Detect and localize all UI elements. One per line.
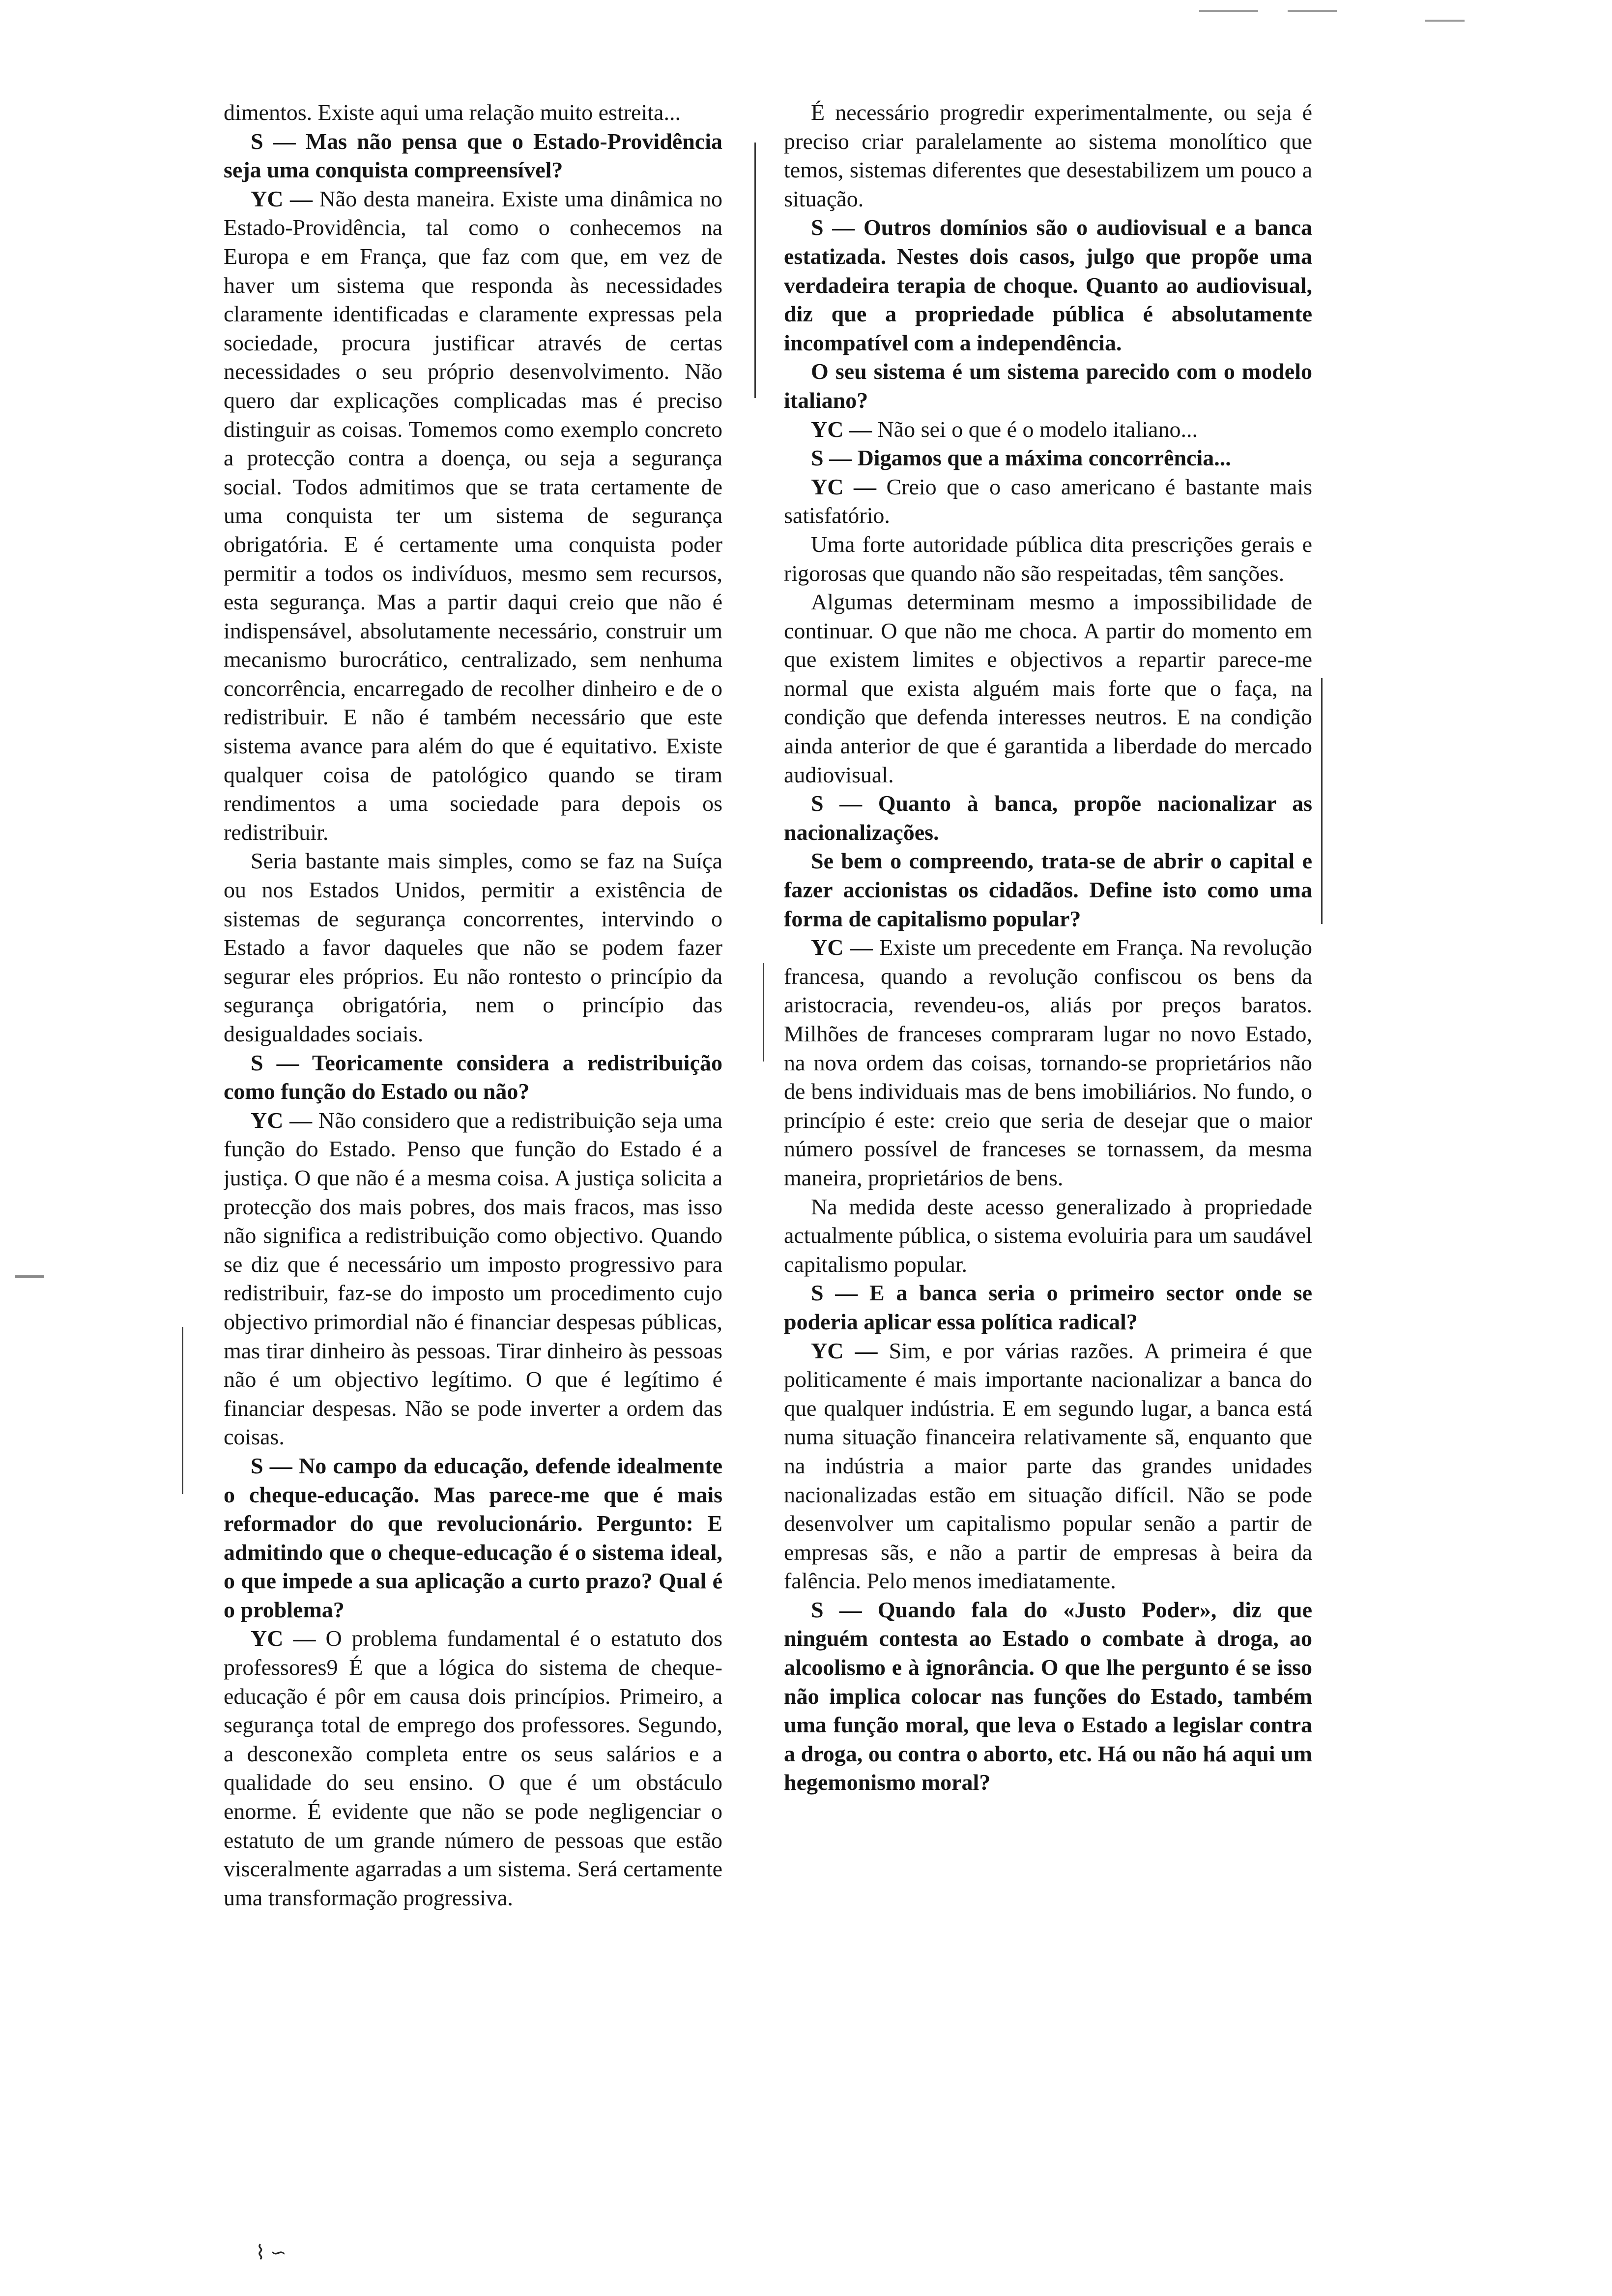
paragraph-text: Algumas determinam mesmo a impossibilidade de continuar. O que não me choca. A partir do momento em que existem limites e objectivos a repartir parece-me normal que exista alguém mais forte que o faça, na condição que defenda interesses neutros. E na condição ainda anterior de que é garantida a liberdade do mercado audiovisual.	[784, 589, 1312, 787]
question-paragraph	[784, 1279, 1312, 1336]
speaker-label: YC —	[251, 186, 313, 211]
speaker-label: YC —	[251, 1107, 313, 1133]
paragraph	[224, 847, 722, 1048]
question-paragraph	[784, 789, 1312, 847]
paragraph-text: Uma forte autoridade pública dita prescrições gerais e rigorosas que quando não são respeitadas, têm sanções.	[784, 531, 1312, 586]
answer-paragraph	[784, 1337, 1312, 1596]
answer-paragraph	[224, 1106, 722, 1452]
question-paragraph	[784, 1596, 1312, 1797]
paragraph-text: Existe um precedente em França. Na revolução francesa, quando a revolução confiscou os bens da aristocracia, revendeu-os, aliás por preços baratos. Milhões de franceses compraram lugar no novo Estado, na nova ordem das coisas, tornando-se proprietários não de bens individuais mas de bens imobiliários. No fundo, o princípio é este: creio que seria de desejar que o maior número possível de franceses se tornassem, da mesma maneira, proprietários de bens.	[784, 935, 1312, 1190]
question-paragraph	[784, 213, 1312, 357]
paragraph-text: S — No campo da educação, defende idealmente o cheque-educação. Mas parece-me que é mais reformador do que revolucionário. Pergunto: E admitindo que o cheque-educação é o sistema ideal, o que impede a sua aplicação a curto prazo? Qual é o problema?	[224, 1453, 722, 1622]
question-paragraph	[784, 357, 1312, 415]
paragraph-text: S — Digamos que a máxima concorrência...	[811, 445, 1231, 471]
speaker-label: YC —	[811, 474, 876, 499]
paragraph-text: S — Quanto à banca, propõe nacionalizar as nacionalizações.	[784, 791, 1312, 845]
paragraph-text: Não sei o que é o modelo italiano...	[877, 416, 1198, 442]
paragraph	[784, 530, 1312, 588]
paragraph-text: Seria bastante mais simples, como se faz na Suíça ou nos Estados Unidos, permitir a existência de sistemas de segurança concorrentes, intervindo o Estado a favor daqueles que não se podem fazer segurar eles próprios. Eu não rontesto o princípio da segurança obrigatória, nem o princípio das desigualdades sociais.	[224, 848, 722, 1046]
paragraph-text: S — Teoricamente considera a redistribuição como função do Estado ou não?	[224, 1050, 722, 1104]
question-paragraph	[224, 127, 722, 185]
paragraph-text: Não desta maneira. Existe uma dinâmica no Estado-Providência, tal como o conhecemos na Europa e em França, que faz com que, em vez de haver um sistema que responda às necessidades claramente identificadas e claramente expressas pela sociedade, procura justificar através de certas necessidades o seu próprio desenvolvimento. Não quero dar explicações complicadas mas é preciso distinguir as coisas. Tomemos como exemplo concreto a protecção contra a doença, ou seja a segurança social. Todos admitimos que se trata certamente de uma conquista ter um sistema de segurança obrigatória. E é certamente uma conquista poder permitir a todos os indivíduos, mesmo sem recursos, esta segurança. Mas a partir daqui creio que não é indispensável, absolutamente necessário, construir um mecanismo burocrático, centralizado, sem nenhuma concorrência, encarregado de recolher dinheiro e de o redistribuir. E não é também necessário que este sistema avance para além do que é equitativo. Existe qualquer coisa de patológico quando se tiram rendimentos a uma sociedade para depois os redistribuir.	[224, 186, 722, 845]
paragraph-text: Creio que o caso americano é bastante mais satisfatório.	[784, 474, 1312, 528]
handwritten-mark: ⌇ ∽	[256, 2241, 287, 2264]
paragraph-text: S — Outros domínios são o audiovisual e a banca estatizada. Nestes dois casos, julgo que propõe uma verdadeira terapia de choque. Quanto ao audiovisual, diz que a propriedade pública é absolutamente incompatível com a independência.	[784, 215, 1312, 355]
question-paragraph	[224, 1452, 722, 1625]
speaker-label: YC —	[811, 935, 873, 960]
paragraph	[784, 98, 1312, 213]
answer-paragraph	[224, 185, 722, 847]
article-column-right	[784, 98, 1312, 2270]
paragraph-text: Não considero que a redistribuição seja uma função do Estado. Penso que função do Estado é a justiça. O que não é a mesma coisa. A justiça solicita a protecção dos mais pobres, dos mais fracos, mas isso não significa a redistribuição como objectivo. Quando se diz que é necessário um imposto progressivo para redistribuir, faz-se do imposto um procedimento cujo objectivo primordial não é financiar despesas públicas, mas tirar dinheiro às pessoas. Tirar dinheiro às pessoas não é um objectivo legítimo. O que é legítimo é financiar despesas. Não se pode inverter a ordem das coisas.	[224, 1107, 722, 1450]
paragraph-text: S — Mas não pensa que o Estado-Providência seja uma conquista compreensível?	[224, 128, 722, 183]
question-paragraph	[784, 444, 1312, 473]
continued-paragraph	[224, 98, 722, 127]
paragraph-text: É necessário progredir experimentalmente, ou seja é preciso criar paralelamente ao sistema monolítico que temos, sistemas diferentes que desestabilizem um pouco a situação.	[784, 100, 1312, 211]
column-rule	[754, 143, 756, 398]
speaker-label: YC —	[811, 1338, 878, 1363]
column-rule	[1321, 678, 1323, 924]
scan-mark	[1288, 10, 1337, 12]
scan-mark	[1199, 10, 1258, 12]
column-rule	[182, 1327, 183, 1494]
answer-paragraph	[784, 415, 1312, 444]
paragraph-text: O seu sistema é um sistema parecido com o modelo italiano?	[784, 359, 1312, 413]
speaker-label: YC —	[251, 1626, 316, 1651]
paragraph	[784, 1193, 1312, 1279]
paragraph-text: S — E a banca seria o primeiro sector onde se poderia aplicar essa política radical?	[784, 1280, 1312, 1334]
paragraph-text: Na medida deste acesso generalizado à propriedade actualmente pública, o sistema evoluiria para um saudável capitalismo popular.	[784, 1194, 1312, 1277]
speaker-label: YC —	[811, 416, 872, 442]
paragraph	[784, 588, 1312, 789]
answer-paragraph	[784, 933, 1312, 1192]
scan-mark	[1425, 20, 1465, 22]
question-paragraph	[224, 1049, 722, 1106]
article-column-left	[224, 98, 722, 2270]
scan-mark	[15, 1275, 44, 1278]
paragraph-text: O problema fundamental é o estatuto dos professores9 É que a lógica do sistema de cheque-educação é pôr em causa dois princípios. Primeiro, a segurança total de emprego dos professores. Segundo, a desconexão completa entre os seus salários e a qualidade do seu ensino. O que é um obstáculo enorme. É evidente que não se pode negligenciar o estatuto de um grande número de pessoas que estão visceralmente agarradas a um sistema. Será certamente uma transformação progressiva.	[224, 1626, 722, 1910]
paragraph-text: dimentos. Existe aqui uma relação muito estreita...	[224, 100, 681, 125]
answer-paragraph	[224, 1624, 722, 1912]
paragraph-text: Sim, e por várias razões. A primeira é que politicamente é mais importante nacionalizar a banca do que qualquer indústria. E em segundo lugar, a banca está numa situação financeira relativamente sã, enquanto que na indústria a maior parte das grandes unidades nacionalizadas estão em situação difícil. Não se pode desenvolver um capitalismo popular senão a partir de empresas sãs, e não a partir de empresas à beira da falência. Pelo menos imediatamente.	[784, 1338, 1312, 1594]
answer-paragraph	[784, 473, 1312, 530]
paragraph-text: Se bem o compreendo, trata-se de abrir o capital e fazer accionistas os cidadãos. Define isto como uma forma de capitalismo popular?	[784, 848, 1312, 931]
paragraph-text: S — Quando fala do «Justo Poder», diz que ninguém contesta ao Estado o combate à droga, ao alcoolismo e à ignorância. O que lhe pergunto é se isso não implica colocar nas funções do Estado, também uma função moral, que leva o Estado a legislar contra a droga, ou contra o aborto, etc. Há ou não há aqui um hegemonismo moral?	[784, 1597, 1312, 1795]
question-paragraph	[784, 847, 1312, 933]
column-rule	[763, 963, 764, 1062]
